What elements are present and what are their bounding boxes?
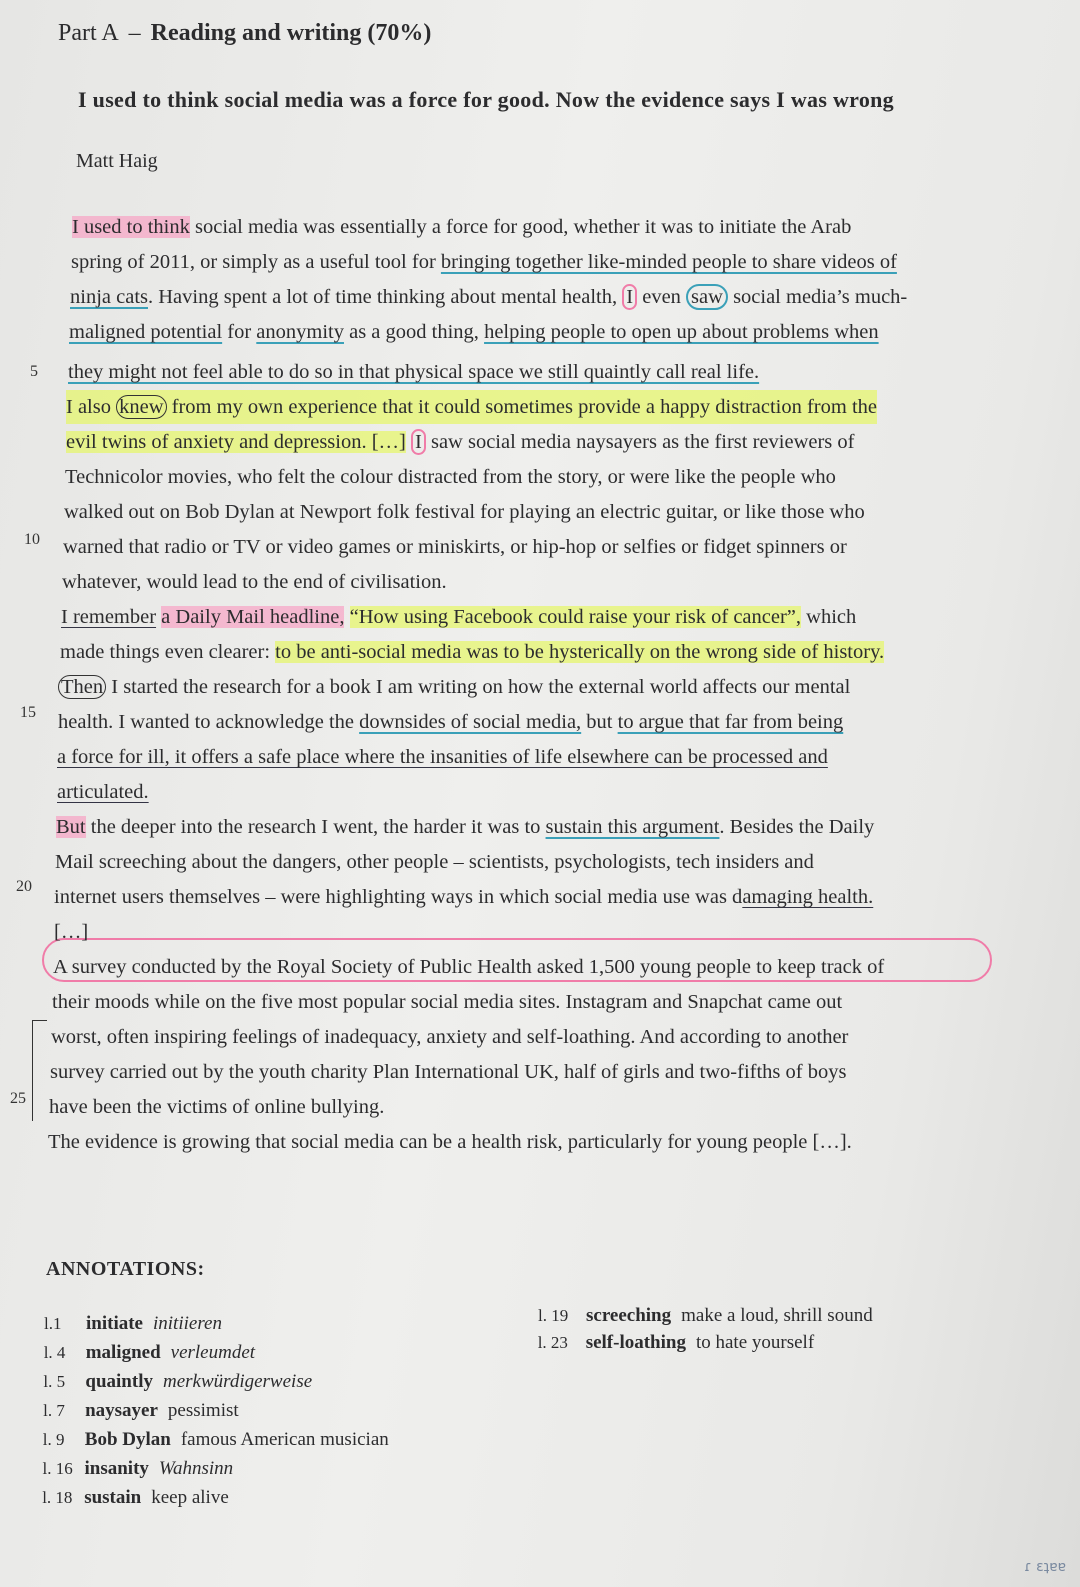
annotation-term: Bob Dylan <box>84 1429 171 1450</box>
line-number-10: 10 <box>24 531 40 548</box>
text-line-13: made things even clearer: to be anti-social media was to be hysterically on the wrong side of history. <box>60 641 885 663</box>
left-annotation-6 <box>43 1455 234 1483</box>
annotation-term: quaintly <box>85 1371 153 1392</box>
line-number-15: 15 <box>20 704 36 721</box>
left-annotation-1 <box>44 1310 222 1338</box>
left-annotation-3 <box>43 1368 312 1396</box>
text-line-2: spring of 2011, or simply as a useful tool for bringing together like-minded people to share videos of <box>71 251 897 273</box>
part-title: Reading and writing (70%) <box>150 20 432 46</box>
annotation-gloss: pessimist <box>167 1400 239 1421</box>
annotation-gloss: verleumdet <box>170 1342 256 1363</box>
text-line-24: worst, often inspiring feelings of inadequacy, anxiety and self-loathing. And according to another <box>51 1026 849 1048</box>
margin-bracket <box>32 1020 47 1121</box>
annotation-term: screeching <box>586 1305 672 1326</box>
text-line-18: But the deeper into the research I went, the harder it was to sustain this argument. Besides the Daily <box>56 816 875 838</box>
left-annotation-4 <box>43 1397 239 1425</box>
text-line-4: maligned potential for anonymity as a good thing, helping people to open up about problems when <box>69 321 879 343</box>
line-number-20: 20 <box>16 878 32 895</box>
text-line-16: a force for ill, it offers a safe place where the insanities of life elsewhere can be processed and <box>57 746 828 768</box>
right-annotation-2 <box>538 1329 814 1357</box>
text-line-3: ninja cats. Having spent a lot of time thinking about mental health, I even saw social media’s much- <box>70 286 908 308</box>
pink-highlight: I used to think <box>72 216 190 238</box>
text-line-20: internet users themselves – were highlighting ways in which social media use was damaging health. <box>54 886 874 908</box>
text-line-21: […] <box>54 921 89 943</box>
annotation-gloss: to hate yourself <box>695 1332 815 1353</box>
text-line-19: Mail screeching about the dangers, other people – scientists, psychologists, tech insiders and <box>55 851 814 873</box>
left-annotation-2 <box>44 1339 255 1367</box>
annotation-gloss: make a loud, shrill sound <box>681 1305 873 1326</box>
part-heading <box>58 20 431 47</box>
left-annotation-7 <box>42 1484 229 1512</box>
annotation-gloss: keep alive <box>151 1487 229 1508</box>
annotation-term: naysayer <box>85 1400 158 1421</box>
line-1-tail: social media was essentially a force for good, whether it was to initiate the Arab <box>195 216 852 238</box>
text-line-7: evil twins of anxiety and depression. […] I saw social media naysayers as the first reviewers of <box>66 431 855 453</box>
text-line-11: whatever, would lead to the end of civilisation. <box>62 571 447 593</box>
text-line-5: they might not feel able to do so in that physical space we still quaintly call real life. <box>68 361 760 383</box>
article-headline: I used to think social media was a force for good. Now the evidence says I was wrong <box>78 87 894 112</box>
annotation-ref: l. 16 <box>42 1459 73 1478</box>
text-line-25: survey carried out by the youth charity Plan International UK, half of girls and two-fifths of boys <box>50 1061 847 1083</box>
text-line-1 <box>72 210 851 244</box>
line-number-5: 5 <box>30 363 38 380</box>
text-line-22: A survey conducted by the Royal Society of Public Health asked 1,500 young people to keep track of <box>53 956 885 978</box>
right-annotation-1 <box>538 1302 873 1330</box>
left-annotation-5 <box>43 1426 389 1454</box>
annotation-term: self-loathing <box>585 1332 686 1353</box>
annotation-ref: l. 18 <box>42 1488 73 1507</box>
annotation-ref: l. 7 <box>43 1401 65 1420</box>
annotation-gloss: initiieren <box>153 1313 222 1334</box>
part-label: Part A <box>58 20 119 46</box>
annotation-term: initiate <box>86 1313 143 1334</box>
annotation-gloss: famous American musician <box>180 1429 389 1450</box>
annotation-gloss: Wahnsinn <box>158 1458 234 1479</box>
text-line-26: have been the victims of online bullying. <box>49 1096 385 1118</box>
text-line-9: walked out on Bob Dylan at Newport folk festival for playing an electric guitar, or like those who <box>64 501 865 523</box>
part-dash: – <box>128 20 141 46</box>
text-line-source-1 <box>0 0 1 1</box>
text-line-8: Technicolor movies, who felt the colour distracted from the story, or were like the people who <box>65 466 836 488</box>
annotation-term: sustain <box>84 1487 142 1508</box>
text-line-17: articulated. <box>57 781 149 803</box>
annotation-ref: l. 23 <box>537 1333 568 1352</box>
line-number-25: 25 <box>10 1090 26 1107</box>
annotation-term: maligned <box>85 1342 161 1363</box>
annotation-ref: l.1 <box>44 1314 62 1333</box>
corner-scribble: ɾ ɛʇɐɐ <box>1024 1559 1066 1575</box>
annotation-ref: l. 5 <box>43 1372 66 1391</box>
annotation-term: insanity <box>84 1458 149 1479</box>
text-line-12: I remember a Daily Mail headline, “How using Facebook could raise your risk of cancer”, which <box>61 606 857 628</box>
text-line-10: warned that radio or TV or video games or miniskirts, or hip-hop or selfies or fidget spinners or <box>63 536 847 558</box>
text-line-15: health. I wanted to acknowledge the downsides of social media, but to argue that far from being <box>58 711 844 733</box>
text-line-14: Then I started the research for a book I am writing on how the external world affects our mental <box>58 670 850 704</box>
annotation-ref: l. 19 <box>538 1306 569 1325</box>
annotation-ref: l. 4 <box>43 1343 66 1362</box>
text-line-6: I also knew from my own experience that it could sometimes provide a happy distraction from the <box>66 390 877 424</box>
text-line-23: their moods while on the five most popular social media sites. Instagram and Snapchat came out <box>52 991 843 1013</box>
annotations-heading: ANNOTATIONS: <box>46 1258 205 1280</box>
text-line-27: The evidence is growing that social media can be a health risk, particularly for young people […]. <box>48 1131 852 1153</box>
article-author: Matt Haig <box>76 150 158 172</box>
annotation-gloss: merkwürdigerweise <box>162 1371 313 1392</box>
annotation-ref: l. 9 <box>42 1430 65 1449</box>
